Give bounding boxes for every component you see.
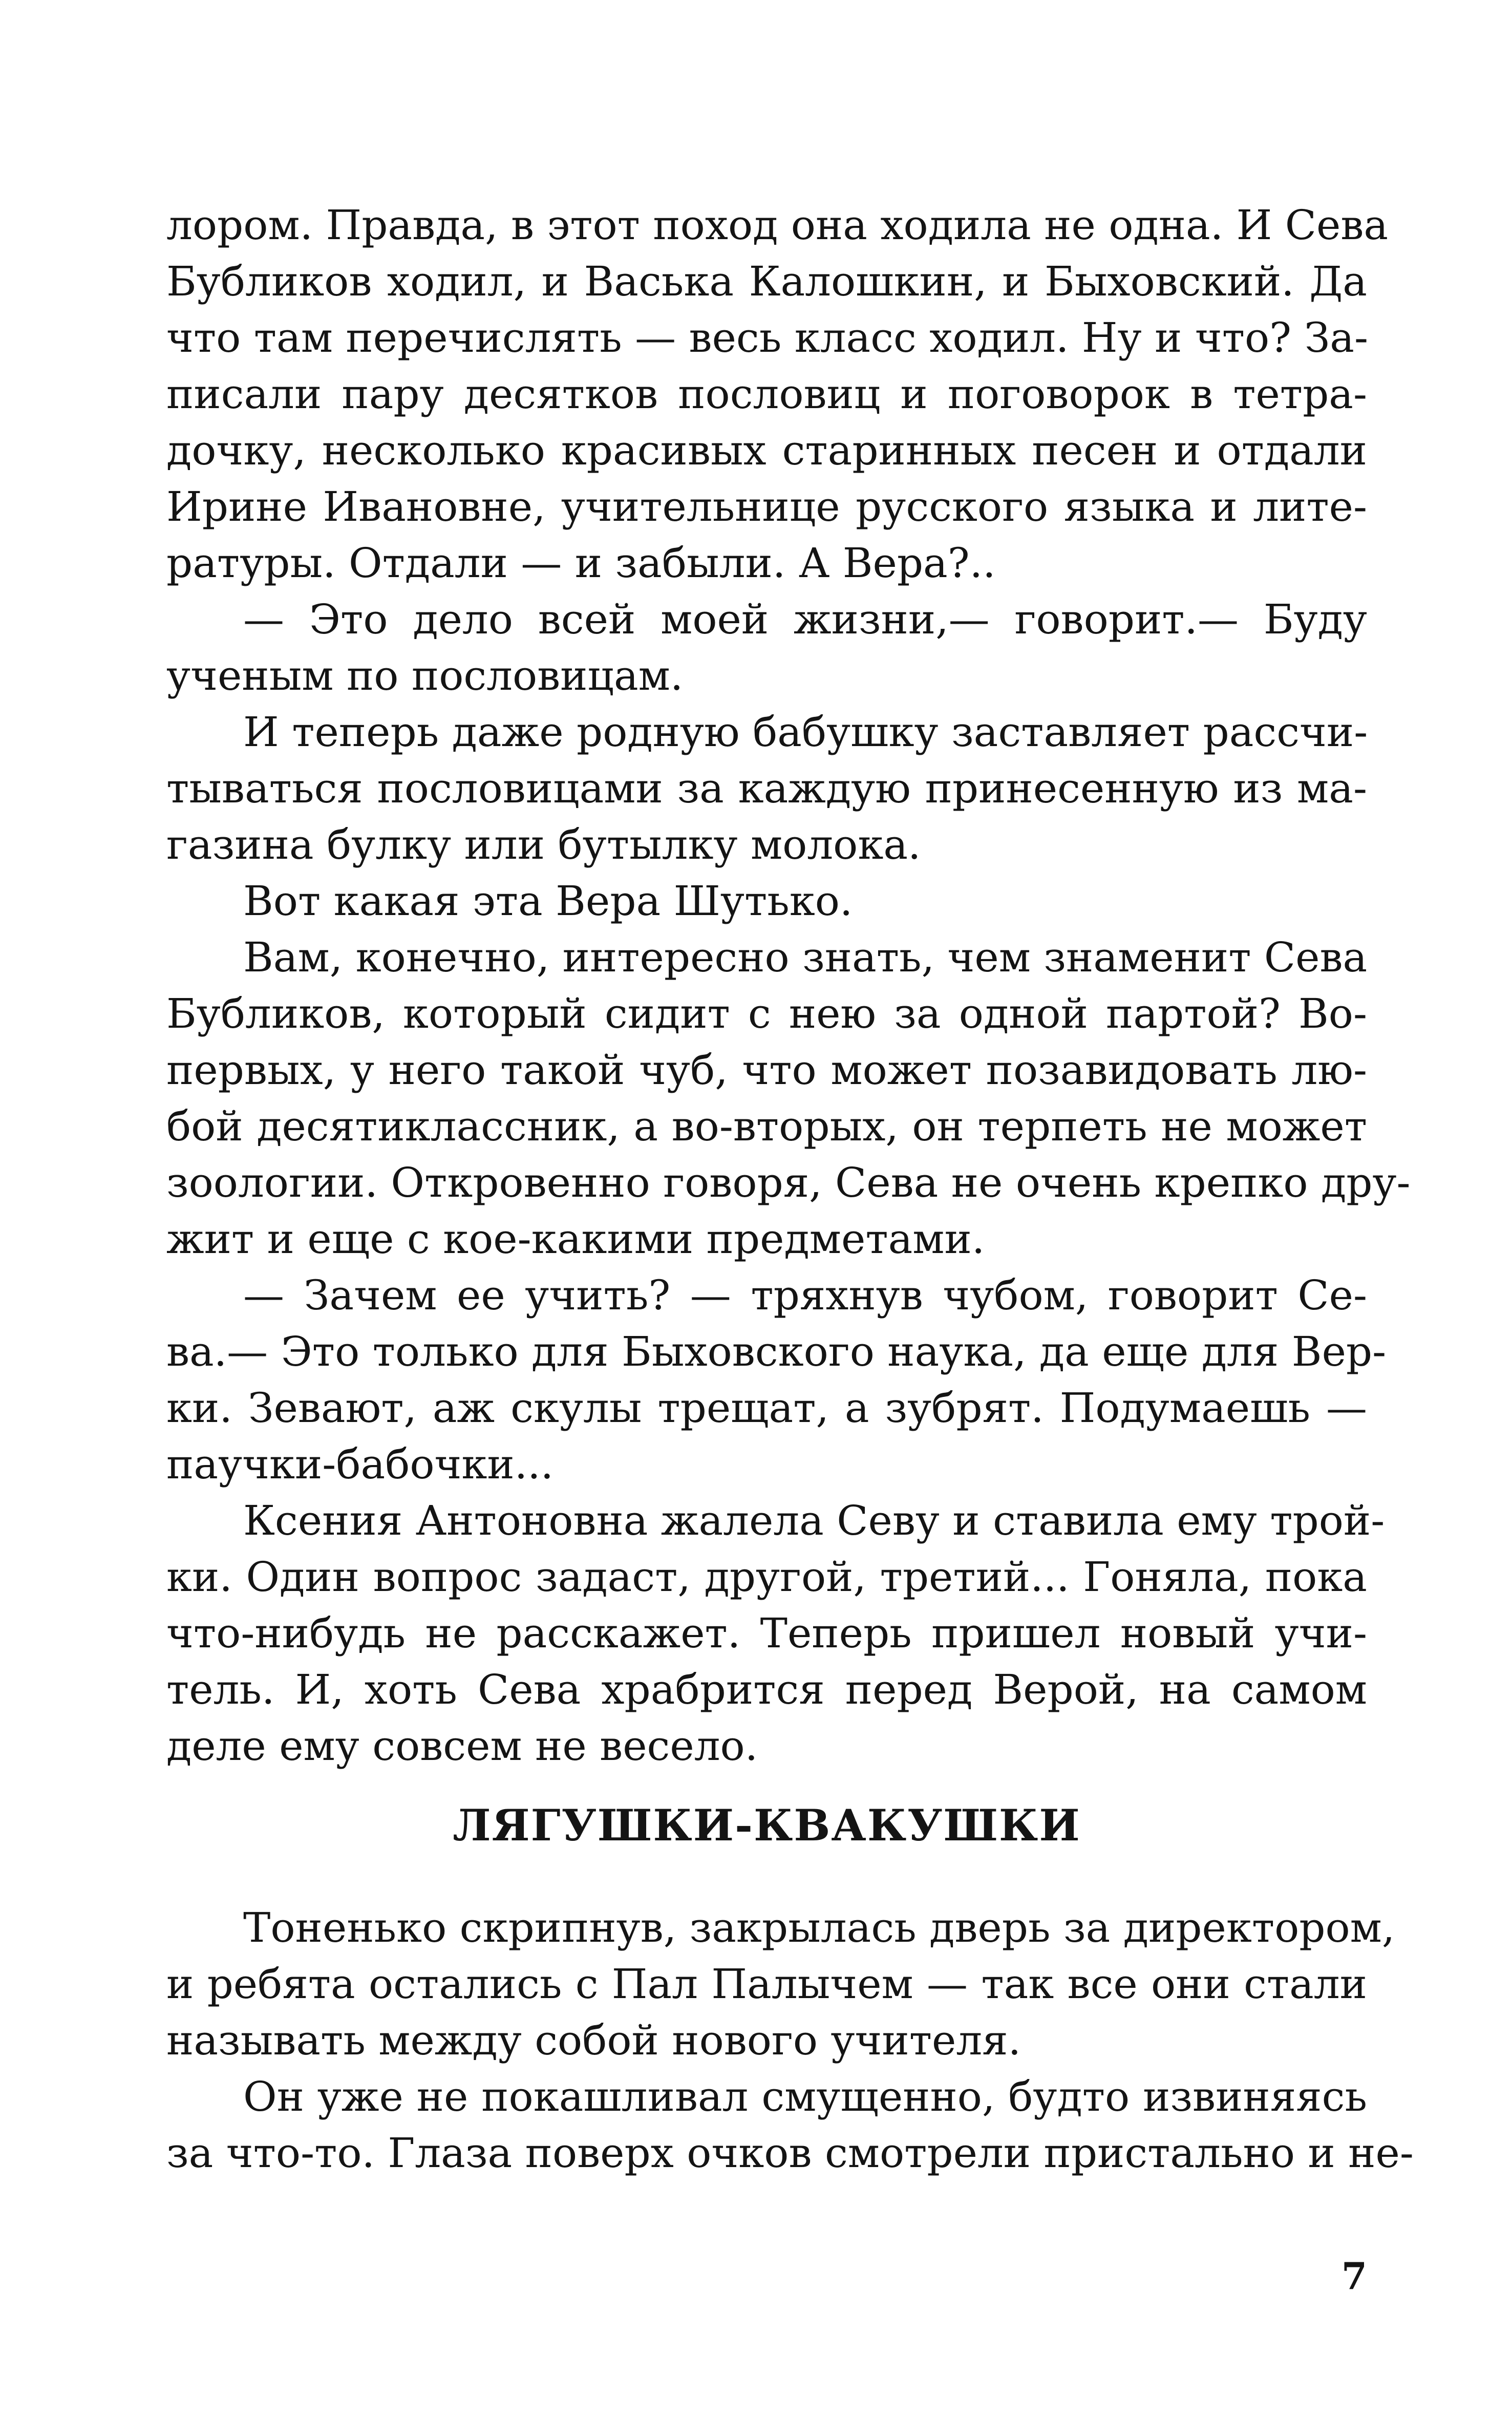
text-line: Бубликов, который сидит с нею за одной партой? Во- [166, 990, 1367, 1037]
page-number: 7 [1341, 2254, 1367, 2298]
text-line: ратуры. Отдали — и забыли. А Вера?.. [166, 539, 996, 587]
text-line: ва.— Это только для Быховского наука, да еще для Вер- [166, 1328, 1387, 1375]
text-line: тель. И, хоть Сева храбрится перед Верой, на самом [166, 1666, 1367, 1713]
text-line: Вот какая эта Вера Шутько. [243, 877, 853, 925]
text-line: газина булку или бутылку молока. [166, 821, 921, 868]
text-line: что там перечислять — весь класс ходил. Ну и что? За- [166, 314, 1369, 362]
text-line: что-нибудь не расскажет. Теперь пришел новый учи- [166, 1609, 1367, 1657]
text-line: паучки-бабочки... [166, 1440, 554, 1488]
text-line: Он уже не покашливал смущенно, будто извиняясь [243, 2073, 1367, 2120]
text-line: ученым по пословицам. [166, 652, 684, 699]
text-line: бой десятиклассник, а во-вторых, он терпеть не может [166, 1102, 1367, 1150]
section-heading: ЛЯГУШКИ-КВАКУШКИ [453, 1800, 1081, 1851]
text-line: Тоненько скрипнув, закрылась дверь за директором, [243, 1904, 1395, 1951]
text-line: первых, у него такой чуб, что может позавидовать лю- [166, 1046, 1367, 1094]
text-line: тываться пословицами за каждую принесенную из ма- [166, 765, 1367, 812]
text-line: ки. Зевают, аж скулы трещат, а зубрят. Подумаешь — [166, 1384, 1367, 1432]
text-line: деле ему совсем не весело. [166, 1722, 758, 1770]
text-line: — Зачем ее учить? — тряхнув чубом, говорит Се- [243, 1271, 1367, 1319]
text-line: Ирине Ивановне, учительнице русского языка и лите- [166, 483, 1367, 531]
text-line: и ребята остались с Пал Палычем — так все они стали [166, 1960, 1367, 2008]
text-line: ки. Один вопрос задаст, другой, третий... Гоняла, пока [166, 1553, 1367, 1601]
text-line: дочку, несколько красивых старинных песен и отдали [166, 427, 1367, 474]
text-line: — Это дело всей моей жизни,— говорит.— Буду [243, 596, 1367, 643]
text-line: Бубликов ходил, и Васька Калошкин, и Быховский. Да [166, 258, 1367, 305]
text-line: называть между собой нового учителя. [166, 2017, 1021, 2064]
text-line: жит и еще с кое-какими предметами. [166, 1215, 985, 1263]
text-line: писали пару десятков пословиц и поговорок в тетра- [166, 370, 1367, 418]
text-line: Ксения Антоновна жалела Севу и ставила ему трой- [243, 1497, 1385, 1544]
text-line: зоологии. Откровенно говоря, Сева не очень крепко дру- [166, 1159, 1411, 1206]
text-line: Вам, конечно, интересно знать, чем знаменит Сева [243, 933, 1368, 981]
text-line: за что-то. Глаза поверх очков смотрели пристально и не- [166, 2129, 1414, 2177]
text-line: И теперь даже родную бабушку заставляет рассчи- [243, 708, 1368, 756]
text-line: лором. Правда, в этот поход она ходила не одна. И Сева [166, 201, 1389, 249]
